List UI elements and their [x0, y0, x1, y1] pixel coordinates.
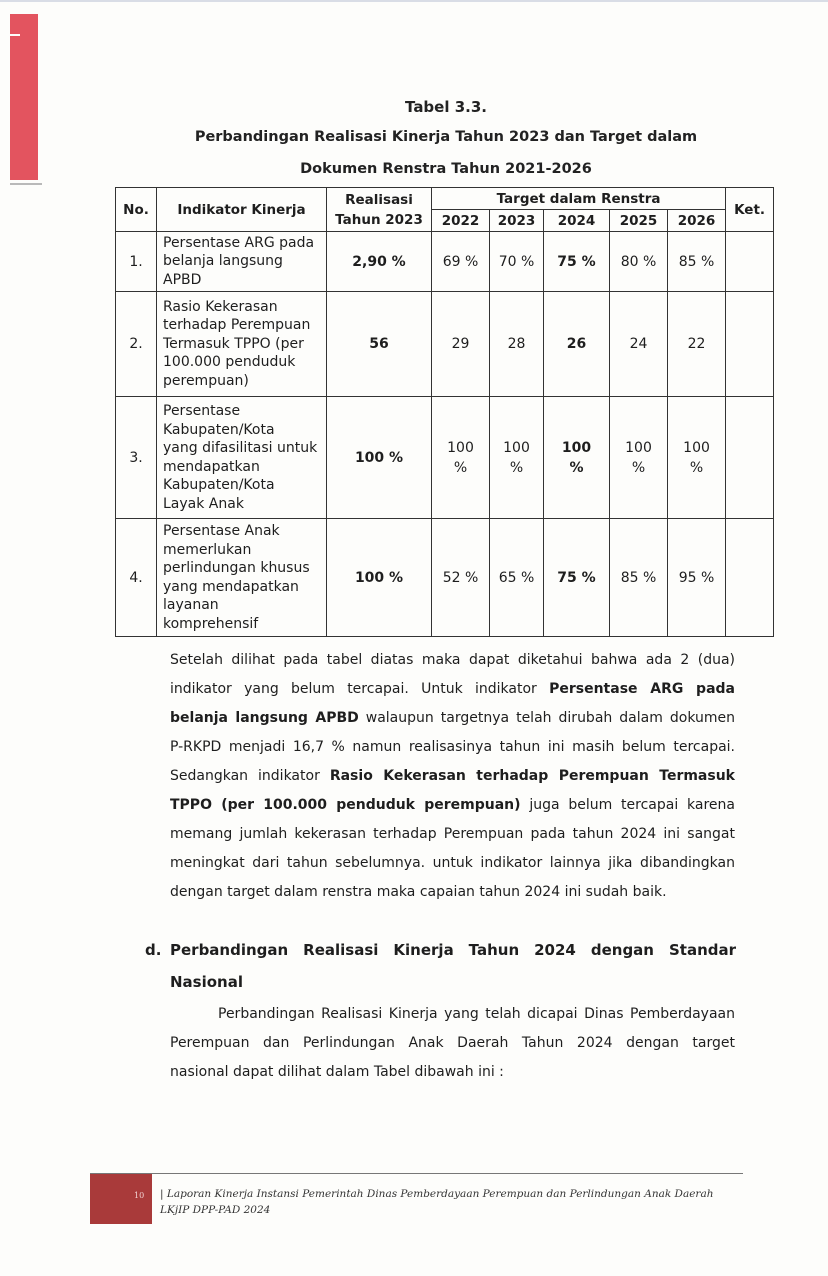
- text-run: Sedangkan indikator: [170, 768, 330, 784]
- row-target-2024: 75 %: [544, 232, 610, 292]
- row-target-2026: 85 %: [668, 232, 726, 292]
- indikator-line: perlindungan khusus: [163, 560, 310, 576]
- row-target-2024: [544, 397, 610, 519]
- top-edge-line: [0, 0, 828, 2]
- row-indikator: [157, 232, 327, 292]
- row-target-2022: 69 %: [432, 232, 490, 292]
- row-realisasi: 56: [327, 292, 432, 397]
- row-target-2024: 26: [544, 292, 610, 397]
- paragraph-line: P-RKPD menjadi 16,7 % namun realisasinya tahun ini masih belum tercapai.: [170, 739, 735, 755]
- text-run: juga belum tercapai karena: [520, 797, 735, 813]
- text-run-bold: Persentase ARG pada: [549, 681, 735, 697]
- paragraph-line: [170, 675, 735, 704]
- paragraph-line: [170, 791, 735, 820]
- header-indikator: Indikator Kinerja: [157, 188, 327, 232]
- paragraph-line: memang jumlah kekerasan terhadap Perempuan pada tahun 2024 ini sangat: [170, 826, 735, 842]
- indikator-line: terhadap Perempuan: [163, 317, 311, 334]
- row-ket: [726, 519, 774, 637]
- row-target-2026: [668, 397, 726, 519]
- section-title-line2: Nasional: [170, 973, 243, 991]
- header-year-2025: 2025: [610, 210, 668, 232]
- target-value: 100 %: [503, 439, 530, 476]
- row-target-2025: 85 %: [610, 519, 668, 637]
- indikator-line: yang difasilitasi untuk: [163, 440, 318, 456]
- row-target-2023: [490, 397, 544, 519]
- indikator-line: belanja langsung: [163, 253, 283, 270]
- indikator-line: Persentase ARG pada: [163, 234, 315, 251]
- row-indikator: [157, 397, 327, 519]
- indikator-line: Layak Anak: [163, 495, 244, 512]
- paragraph-line: Setelah dilihat pada tabel diatas maka dapat diketahui bahwa ada 2 (dua): [170, 652, 735, 668]
- header-year-2023: 2023: [490, 210, 544, 232]
- red-bracket-notch: [10, 34, 20, 36]
- row-indikator: [157, 519, 327, 637]
- section-letter: d.: [145, 941, 162, 959]
- paragraph-intro: [170, 1000, 735, 1087]
- table-row: [116, 397, 774, 519]
- indikator-line: 100.000 penduduk: [163, 354, 296, 371]
- indikator-line: Rasio Kekerasan: [163, 298, 278, 315]
- paragraph-analysis: [170, 646, 735, 907]
- kinerja-table: [115, 187, 774, 637]
- row-target-2025: 80 %: [610, 232, 668, 292]
- header-target: Target dalam Renstra: [432, 188, 726, 210]
- table-row: [116, 232, 774, 292]
- footer-line2: LKjIP DPP-PAD 2024: [160, 1204, 271, 1216]
- indikator-line: yang mendapatkan: [163, 578, 299, 595]
- row-realisasi: 100 %: [327, 397, 432, 519]
- table-number: Tabel 3.3.: [405, 98, 487, 116]
- text-run: indikator yang belum tercapai. Untuk indikator: [170, 681, 550, 697]
- indikator-line: perempuan): [163, 372, 249, 389]
- row-no: 2.: [116, 292, 157, 397]
- indikator-line: Kabupaten/Kota: [163, 477, 275, 493]
- row-target-2023: 28: [490, 292, 544, 397]
- paragraph-line: [170, 704, 735, 733]
- target-value: 100 %: [683, 439, 710, 476]
- row-target-2023: 70 %: [490, 232, 544, 292]
- text-run: walaupun targetnya telah dirubah dalam dokumen: [358, 710, 735, 726]
- row-target-2024: 75 %: [544, 519, 610, 637]
- text-run-bold: Rasio Kekerasan terhadap Perempuan Termasuk: [329, 768, 735, 784]
- row-target-2022: 29: [432, 292, 490, 397]
- indikator-line: Persentase: [163, 403, 241, 419]
- footer-line1: | Laporan Kinerja Instansi Pemerintah Dinas Pemberdayaan Perempuan dan Perlindungan Anak Daerah: [160, 1188, 714, 1200]
- indikator-line: mendapatkan: [163, 458, 260, 475]
- bracket-underline: [10, 183, 42, 185]
- table-row: [116, 519, 774, 637]
- header-realisasi: [327, 188, 432, 232]
- row-realisasi: 100 %: [327, 519, 432, 637]
- row-realisasi: 2,90 %: [327, 232, 432, 292]
- indikator-line: komprehensif: [163, 615, 259, 632]
- row-target-2025: [610, 397, 668, 519]
- indikator-line: layanan: [163, 597, 219, 613]
- indikator-line: Kabupaten/Kota: [163, 421, 275, 438]
- indikator-line: Persentase Anak: [163, 523, 280, 539]
- paragraph-line: meningkat dari tahun sebelumnya. untuk indikator lainnya jika dibandingkan: [170, 855, 735, 871]
- red-bracket-decoration: [10, 14, 38, 180]
- page-number: 10: [134, 1191, 145, 1200]
- header-year-2022: 2022: [432, 210, 490, 232]
- table-title-line1: Perbandingan Realisasi Kinerja Tahun 2023 dan Target dalam: [194, 129, 698, 145]
- row-target-2025: 24: [610, 292, 668, 397]
- target-value: 100 %: [625, 439, 652, 476]
- paragraph-line: Perempuan dan Perlindungan Anak Daerah Tahun 2024 dengan target: [170, 1035, 735, 1051]
- row-no: 1.: [116, 232, 157, 292]
- target-value: 100 %: [561, 439, 592, 476]
- row-ket: [726, 232, 774, 292]
- header-no: No.: [116, 188, 157, 232]
- paragraph-line: Perbandingan Realisasi Kinerja yang telah dicapai Dinas Pemberdayaan: [218, 1006, 735, 1022]
- row-target-2026: 95 %: [668, 519, 726, 637]
- header-year-2024: 2024: [544, 210, 610, 232]
- table-row: [116, 292, 774, 397]
- header-year-2026: 2026: [668, 210, 726, 232]
- indikator-line: memerlukan: [163, 541, 252, 558]
- indikator-line: APBD: [163, 271, 202, 288]
- row-target-2026: 22: [668, 292, 726, 397]
- text-run-bold: TPPO (per 100.000 penduduk perempuan): [170, 797, 521, 813]
- section-title-line1: Perbandingan Realisasi Kinerja Tahun 2024 dengan Standar: [170, 941, 736, 959]
- paragraph-line: nasional dapat dilihat dalam Tabel dibawah ini :: [170, 1064, 504, 1080]
- footer-text: [160, 1186, 760, 1218]
- header-realisasi-text: Realisasi Tahun 2023: [335, 191, 423, 228]
- text-run-bold: belanja langsung APBD: [170, 710, 359, 726]
- paragraph-line: [170, 762, 735, 791]
- row-ket: [726, 397, 774, 519]
- footer-rule: [90, 1173, 743, 1174]
- row-no: 3.: [116, 397, 157, 519]
- paragraph-line: dengan target dalam renstra maka capaian tahun 2024 ini sudah baik.: [170, 884, 667, 900]
- indikator-line: Termasuk TPPO (per: [163, 335, 304, 352]
- row-target-2022: 52 %: [432, 519, 490, 637]
- footer-page-box: [90, 1174, 152, 1224]
- row-target-2023: 65 %: [490, 519, 544, 637]
- header-ket: Ket.: [726, 188, 774, 232]
- row-indikator: [157, 292, 327, 397]
- table-title-line2: Dokumen Renstra Tahun 2021-2026: [300, 161, 592, 177]
- target-value: 100 %: [447, 439, 474, 476]
- row-target-2022: [432, 397, 490, 519]
- row-ket: [726, 292, 774, 397]
- row-no: 4.: [116, 519, 157, 637]
